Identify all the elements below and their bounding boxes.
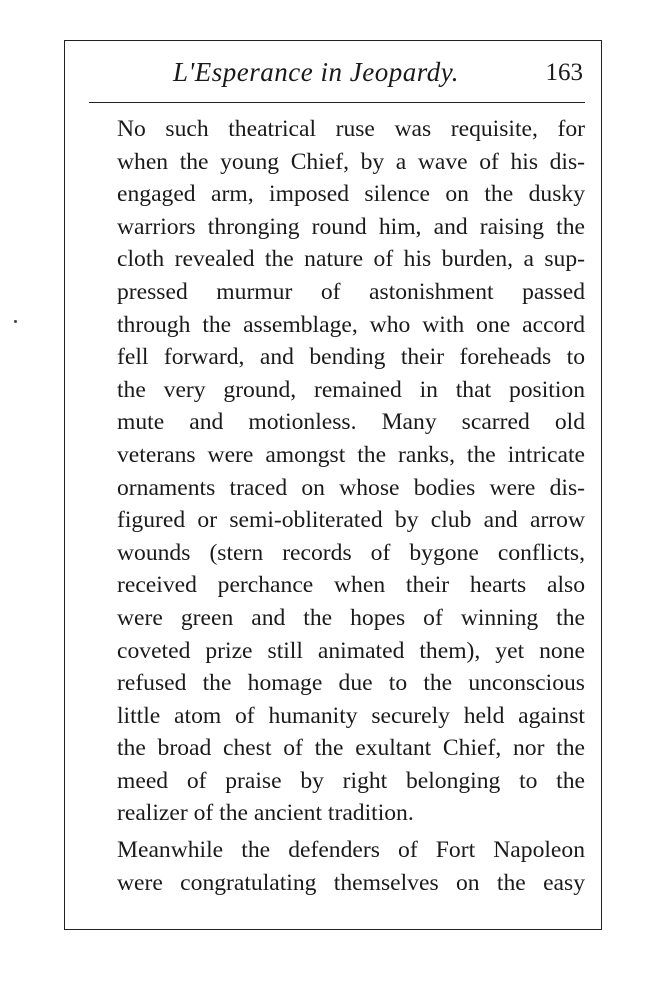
text-line: the broad chest of the exultant Chief, nor the bbox=[117, 735, 585, 762]
paragraph-1 bbox=[91, 113, 585, 830]
text-line: mute and motionless. Many scarred old bbox=[117, 409, 585, 436]
text-line: Meanwhile the defenders of Fort Napoleon bbox=[117, 837, 585, 864]
text-line: figured or semi-obliterated by club and arrow bbox=[117, 507, 585, 534]
text-line: cloth revealed the nature of his burden, a sup- bbox=[117, 246, 585, 273]
page-header bbox=[65, 55, 601, 95]
page-frame bbox=[64, 40, 602, 930]
text-line: realizer of the ancient tradition. bbox=[117, 800, 414, 827]
header-rule bbox=[89, 102, 585, 103]
margin-speck bbox=[14, 320, 17, 323]
text-line: little atom of humanity securely held against bbox=[117, 702, 585, 729]
text-line: when the young Chief, by a wave of his dis- bbox=[117, 148, 585, 175]
body-text bbox=[91, 113, 585, 899]
paragraph-2 bbox=[91, 834, 585, 899]
text-line: veterans were amongst the ranks, the intricate bbox=[117, 441, 585, 468]
running-title: L'Esperance in Jeopardy. bbox=[173, 57, 459, 87]
text-line: meed of praise by right belonging to the bbox=[117, 767, 585, 794]
text-line: engaged arm, imposed silence on the dusky bbox=[117, 181, 585, 208]
text-line: wounds (stern records of bygone conflicts, bbox=[117, 539, 585, 566]
text-line: warriors thronging round him, and raising the bbox=[117, 213, 585, 240]
page-number: 163 bbox=[545, 59, 583, 86]
text-line: received perchance when their hearts also bbox=[117, 572, 585, 599]
text-line: fell forward, and bending their foreheads to bbox=[117, 344, 585, 371]
text-line: coveted prize still animated them), yet none bbox=[117, 637, 585, 664]
text-line: ornaments traced on whose bodies were dis- bbox=[117, 474, 585, 501]
text-line: refused the homage due to the unconscious bbox=[117, 670, 585, 697]
text-line: were green and the hopes of winning the bbox=[117, 604, 585, 631]
text-line: were congratulating themselves on the easy bbox=[117, 869, 585, 896]
text-line: the very ground, remained in that position bbox=[117, 376, 585, 403]
text-line: No such theatrical ruse was requisite, for bbox=[117, 116, 585, 142]
text-line: pressed murmur of astonishment passed bbox=[117, 278, 585, 305]
text-line: through the assemblage, who with one accord bbox=[117, 311, 585, 338]
